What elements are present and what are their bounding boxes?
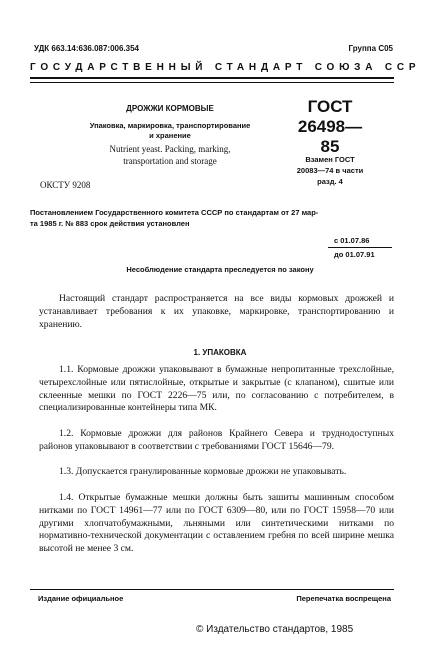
decree-line-2: та 1985 г. № 883 срок действия установлен (30, 219, 190, 228)
validity-to: до 01.07.91 (334, 250, 375, 259)
clause-1-4: 1.4. Открытые бумажные мешки должны быть зашиты машинным способом нитками по ГОСТ 14961—77 или по ГОСТ 6309—80, или по ГОСТ 15958—70 или другими хлопчатобумажными, льняными или синтетическими нитками по нормативно-технической документации с оставлением гребня по всей ширине мешка высотой не менее 3 см. (39, 492, 394, 555)
clause-1-1: 1.1. Кормовые дрожжи упаковывают в бумажные непропитанные трехслойные, четырехслойные или пятислойные, открытые и закрытые (с клапаном), сшитые или склеенные мешки по ГОСТ 2226—75 или, по согласованию с потребителем, в специализированные контейнеры типа МК. (39, 364, 394, 414)
validity-divider (328, 247, 392, 248)
intro-paragraph: Настоящий стандарт распространяется на все виды кормовых дрожжей и устанавливает требования к их упаковке, маркировке, транспортированию и хранению. (39, 293, 394, 330)
group-code: Группа С05 (348, 44, 393, 53)
section-title: 1. УПАКОВКА (193, 348, 247, 357)
title-subtitle-en-1: Nutrient yeast. Packing, marking, (109, 144, 231, 154)
validity-from: с 01.07.86 (334, 236, 370, 245)
clause-1-3: 1.3. Допускается гранулированные кормовые дрожжи не упаковывать. (59, 466, 347, 477)
gost-label: ГОСТ (307, 97, 353, 116)
clause-1-2: 1.2. Кормовые дрожжи для районов Крайнего Севера и труднодоступных районов упаковывают в соответствии с требованиями ГОСТ 15646—79. (39, 428, 394, 452)
udk-code: УДК 663.14:636.087:006.354 (34, 44, 140, 53)
penalty-notice: Несоблюдение стандарта преследуется по закону (126, 265, 314, 274)
title-subtitle-ru-1: Упаковка, маркировка, транспортирование (89, 121, 251, 130)
footer-official-edition: Издание официальное (38, 594, 124, 603)
state-standard-banner: ГОСУДАРСТВЕННЫЙ СТАНДАРТ СОЮЗА ССР (30, 62, 421, 73)
gost-replaces-ref: 20083—74 в части (296, 166, 364, 175)
title-subtitle-ru-2: и хранение (149, 131, 191, 140)
header-rule-thin (30, 82, 394, 83)
gost-replaces-section: разд. 4 (317, 177, 343, 186)
footer-rule (30, 589, 394, 590)
document-title: ДРОЖЖИ КОРМОВЫЕ (126, 104, 214, 113)
header-rule (30, 77, 394, 79)
okstu-code: ОКСТУ 9208 (40, 180, 91, 190)
footer-copyright: © Издательство стандартов, 1985 (196, 624, 354, 635)
footer-reprint-notice: Перепечатка воспрещена (296, 594, 391, 603)
title-subtitle-en-2: transportation and storage (123, 156, 217, 166)
gost-number: 26498—85 (297, 117, 363, 156)
decree-line-1: Постановлением Государственного комитета СССР по стандартам от 27 мар- (30, 208, 319, 217)
gost-replaces: Взамен ГОСТ (305, 155, 355, 164)
